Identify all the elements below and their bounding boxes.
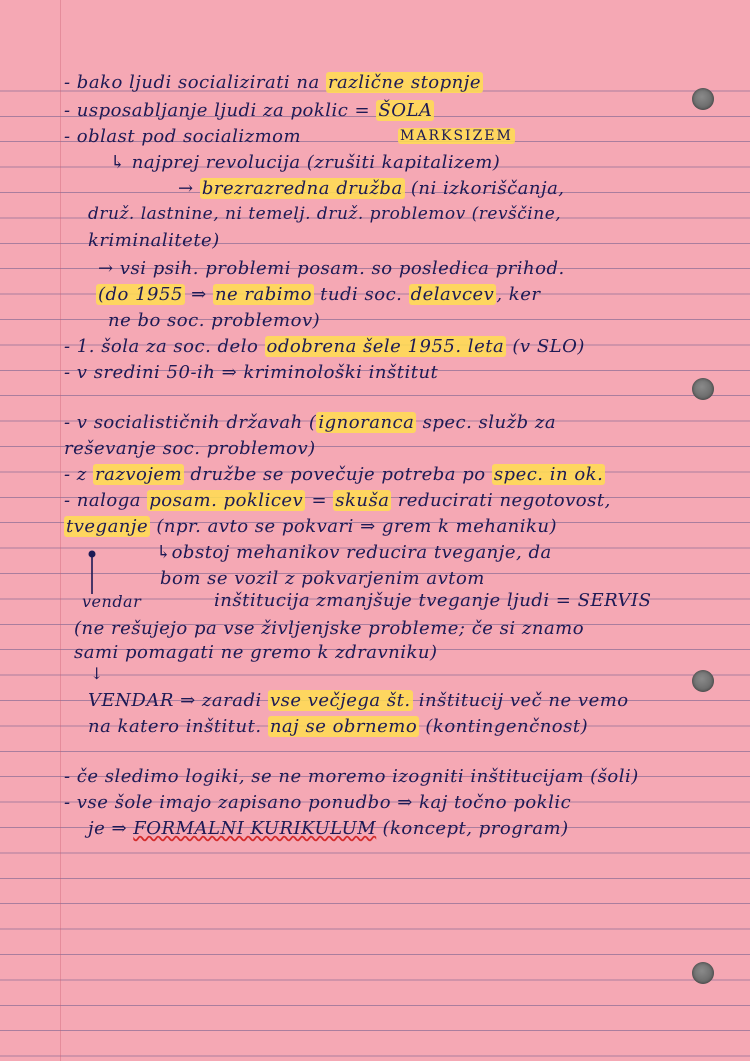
note-line-28 [88,818,569,839]
note-line-23-arrow: ↓ [90,664,104,683]
highlight-sola: ŠOLA [378,100,433,121]
note-line-25-text-a: na katero inštitut. [88,716,268,737]
note-line-2 [64,100,434,121]
highlight-skusa: skuša [335,490,390,511]
note-line-5-arrow: → [178,178,200,199]
note-line-7: kriminalitete) [88,230,220,251]
note-line-15-text-b: družbe se povečuje potreba po [184,464,492,485]
note-line-15-text-a: - z [64,464,94,485]
note-line-25-text-b: (kontingenčnost) [419,716,589,737]
note-line-14: reševanje soc. problemov) [64,438,316,459]
note-line-5-text-b: (ni izkoriščanja, [404,178,565,199]
highlight-ne-rabimo: ne rabimo [214,284,312,305]
note-line-6: druž. lastnine, ni temelj. druž. problemov (revščine, [88,204,562,224]
note-line-18-text: ↳ [156,542,172,563]
note-line-26: - če sledimo logiki, se ne moremo izogniti inštitucijam (šoli) [64,766,639,787]
note-line-24 [88,690,629,711]
highlight-tveganje: tveganje [66,516,149,537]
highlight-ignoranca: ignoranca [318,412,415,433]
note-line-1-text-a: - bako ljudi socializirati na [64,72,326,93]
note-line-13 [64,412,556,433]
note-line-11-text-a: - 1. šola za soc. delo [64,336,265,357]
note-line-18-body: obstoj mehanikov reducira tveganje, da [171,542,552,563]
highlight-posam-poklicev: posam. poklicev [149,490,304,511]
note-line-16-text-c: reducirati negotovost, [391,490,611,511]
highlight-naj-se-obrnemo: naj se obrnemo [269,716,418,737]
highlight-spec-in-ok: spec. in ok. [493,464,604,485]
note-line-27: - vse šole imajo zapisano ponudbo ⇒ kaj točno poklic [64,792,572,813]
note-line-3-marksizem [398,128,515,144]
highlight-vse-vecjega: vse večjega št. [269,690,411,711]
note-line-20-body: inštitucija zmanjšuje tveganje ljudi = SERVIS [214,590,652,611]
highlight-brezrazredna: brezrazredna družba [201,178,403,199]
highlight-razvojem: razvojem [95,464,183,485]
note-line-16-text-a: - naloga [64,490,148,511]
note-line-13-text-b: spec. služb za [416,412,557,433]
formalni-kurikulum-term: FORMALNI KURIKULUM [133,818,377,839]
note-line-25 [88,716,588,737]
note-line-20-vendar: vendar [82,592,142,611]
note-line-19: bom se vozil z pokvarjenim avtom [160,568,485,589]
note-line-21: (ne rešujejo pa vse življenjske probleme; če si znamo [74,618,585,639]
note-line-18 [156,542,552,563]
note-line-2-text-a: - usposabljanje ljudi za poklic = [64,100,377,121]
note-line-28-text-b: (koncept, program) [376,818,569,839]
highlight-do-1955: (do 1955 [98,284,183,305]
note-line-17 [64,516,557,537]
note-line-24-text-b: inštitucij več ne vemo [412,690,629,711]
note-line-11 [64,336,585,357]
note-line-1 [64,72,483,93]
highlight-marksizem: MARKSIZEM [400,128,513,144]
note-line-9-text-b: ⇒ [184,284,213,305]
note-line-12: - v sredini 50-ih ⇒ kriminološki inštitut [64,362,439,383]
note-line-9 [96,284,540,305]
note-line-5 [178,178,565,199]
note-line-11-text-b: (v SLO) [506,336,585,357]
note-line-17-text-b: (npr. avto se pokvari ⇒ grem k mehaniku) [150,516,558,537]
note-line-28-text-a: je ⇒ [88,818,134,839]
note-line-16 [64,490,611,511]
note-line-4: ↳ najprej revolucija (zrušiti kapitalizem) [110,152,501,173]
note-line-24-text-a: VENDAR ⇒ zaradi [88,690,268,711]
note-line-10: ne bo soc. problemov) [108,310,321,331]
note-line-9-text-c: tudi soc. [313,284,409,305]
note-line-20 [82,592,141,611]
highlight-delavcev: delavcev [410,284,495,305]
highlight-razlicne-stopnje: različne stopnje [327,72,481,93]
highlight-odobrena: odobrena šele 1955. leta [266,336,505,357]
note-line-22: sami pomagati ne gremo k zdravniku) [74,642,438,663]
down-arrow-icon [88,550,96,598]
note-line-13-text-a: - v socialističnih državah ( [64,412,317,433]
note-line-15 [64,464,605,485]
note-line-3: - oblast pod socializmom [64,126,302,147]
note-line-8: → vsi psih. problemi posam. so posledica prihod. [98,258,565,279]
note-line-9-text-d: , ker [496,284,541,305]
note-line-16-text-b: = [305,490,334,511]
